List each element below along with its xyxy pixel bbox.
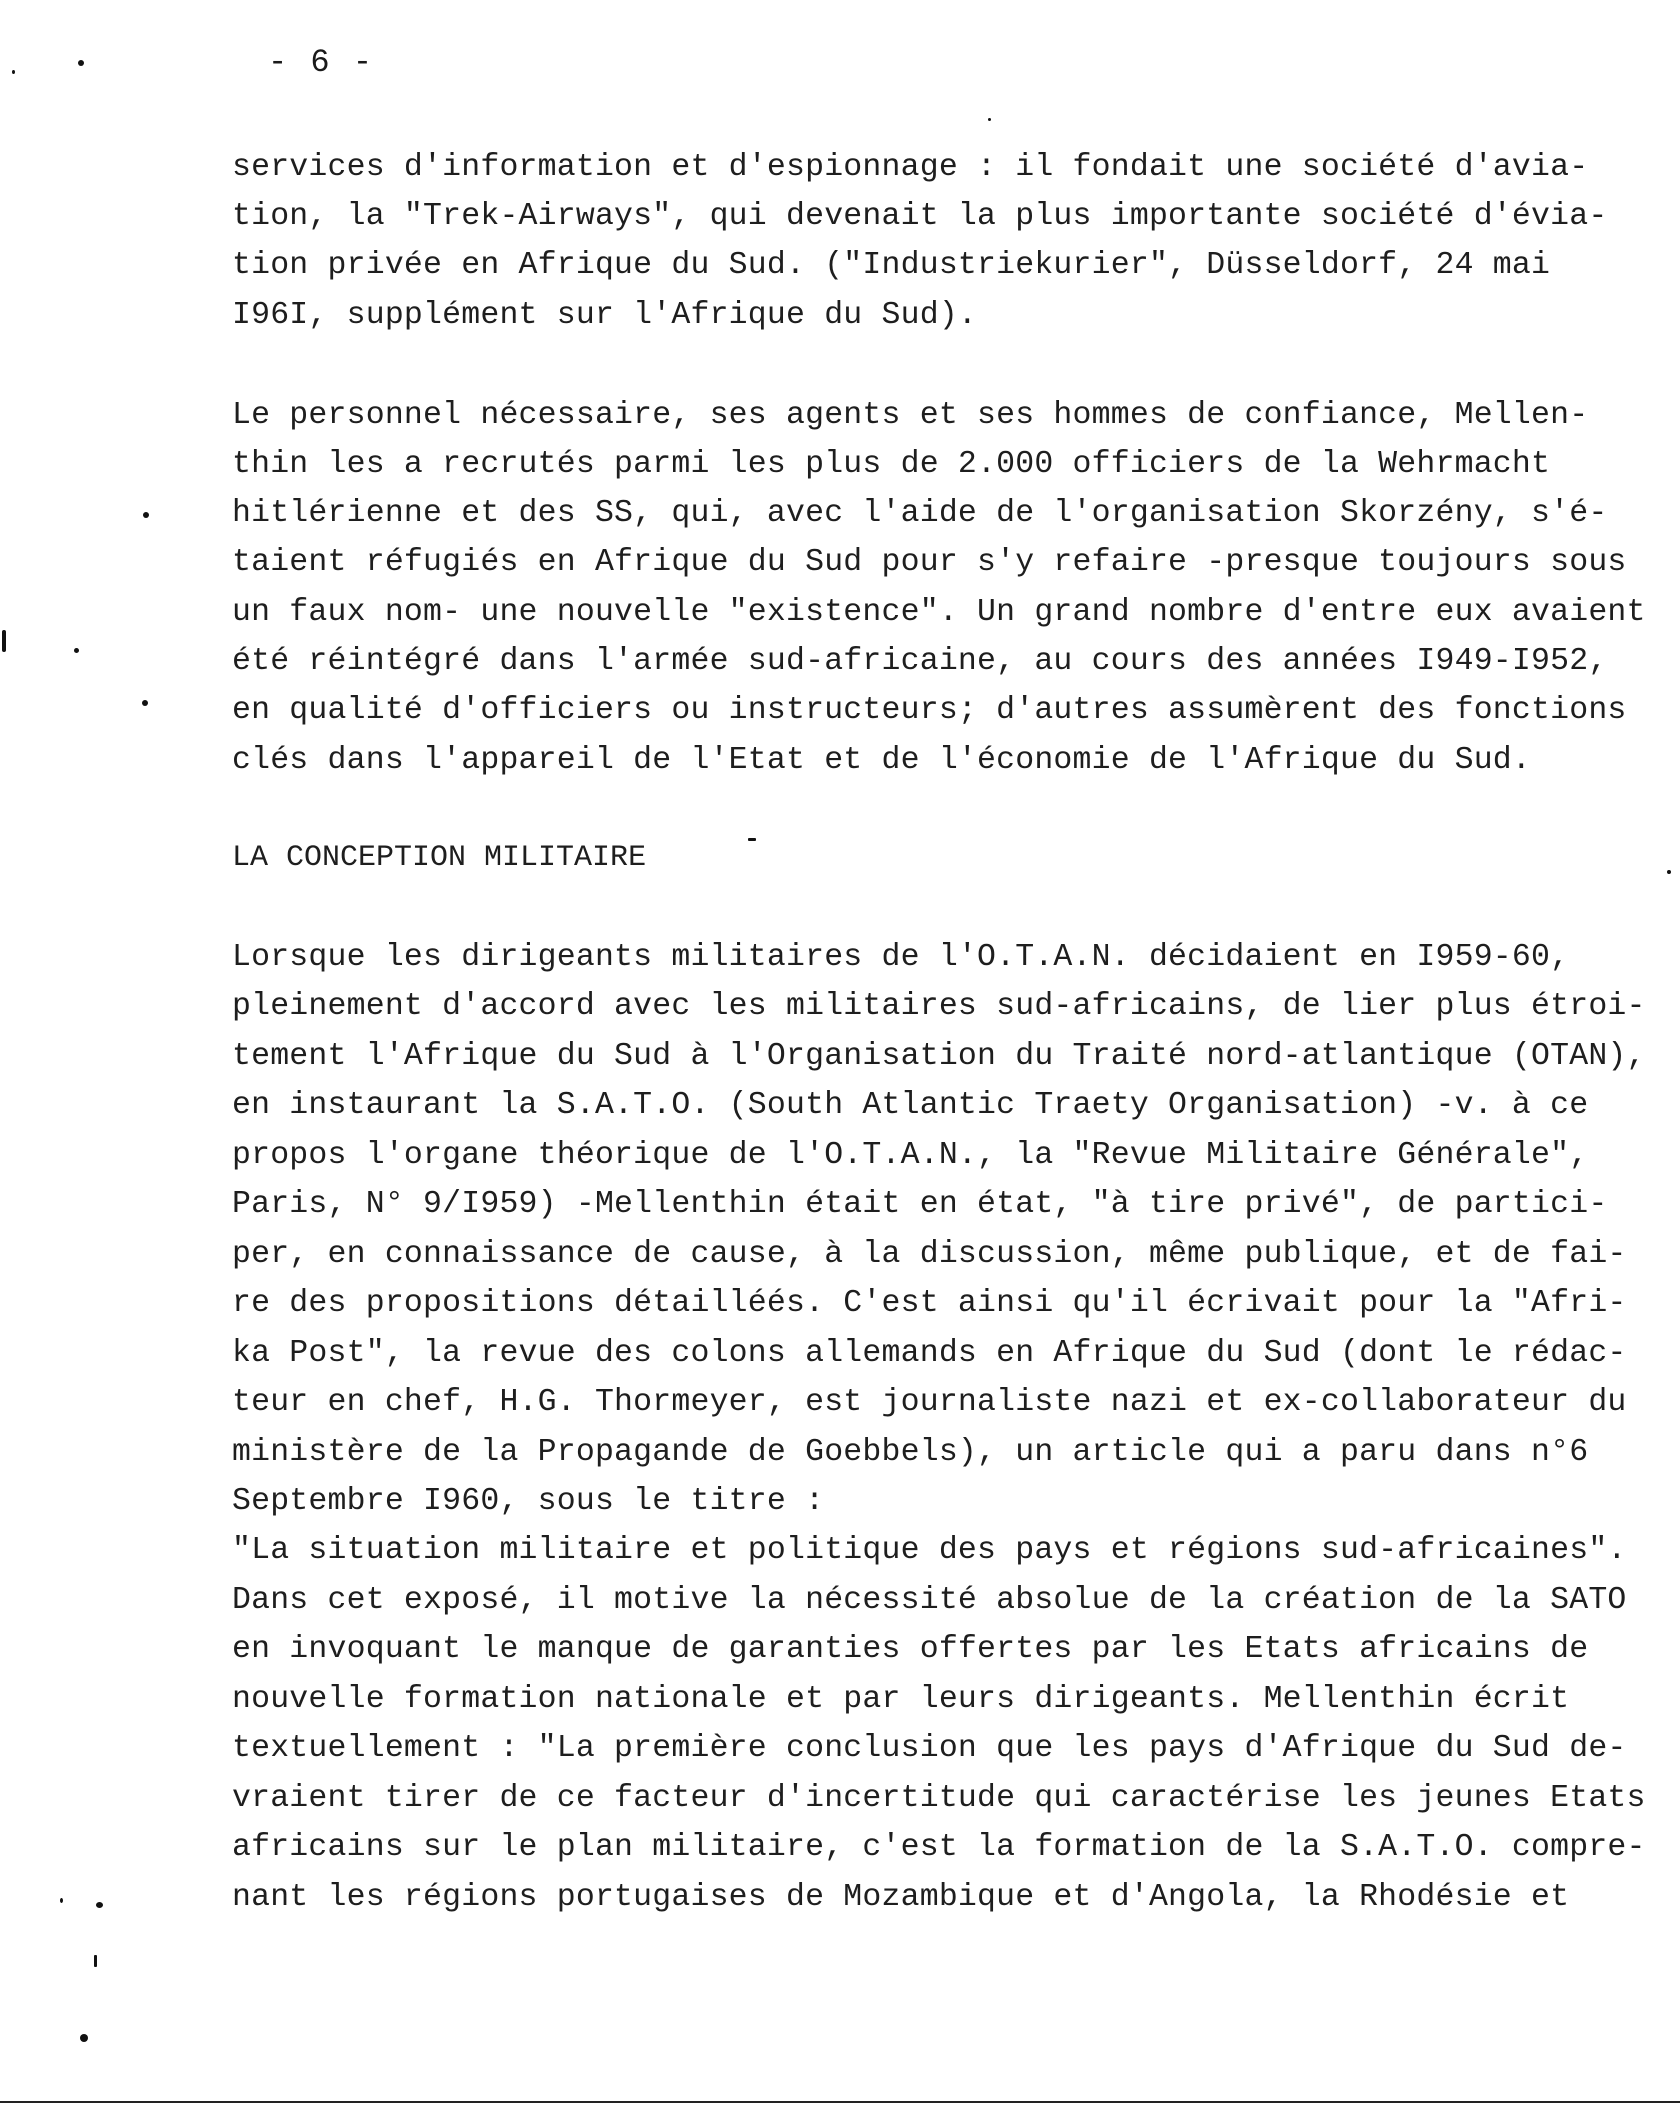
section-heading: LA CONCEPTION MILITAIRE	[232, 841, 647, 875]
scan-speck	[74, 648, 79, 653]
text-line: vraient tirer de ce facteur d'incertitude qui caractérise les jeunes Etats	[232, 1781, 1646, 1816]
scan-speck	[2, 630, 6, 652]
text-line: re des propositions détailléés. C'est ainsi qu'il écrivait pour la "Afri-	[232, 1286, 1627, 1321]
text-line: tion, la "Trek-Airways", qui devenait la plus importante société d'évia-	[232, 199, 1608, 234]
text-line: Lorsque les dirigeants militaires de l'O.T.A.N. décidaient en I959-60,	[232, 940, 1570, 975]
text-line: "La situation militaire et politique des pays et régions sud-africaines".	[232, 1533, 1627, 1568]
text-line: pleinement d'accord avec les militaires sud-africains, de lier plus étroi-	[232, 989, 1646, 1024]
text-line: thin les a recrutés parmi les plus de 2.000 officiers de la Wehrmacht	[232, 447, 1551, 482]
text-line: en instaurant la S.A.T.O. (South Atlantic Traety Organisation) -v. à ce	[232, 1088, 1589, 1123]
text-line: été réintégré dans l'armée sud-africaine, au cours des années I949-I952,	[232, 644, 1608, 679]
text-line: Dans cet exposé, il motive la nécessité absolue de la création de la SATO	[232, 1583, 1627, 1618]
text-line: propos l'organe théorique de l'O.T.A.N., la "Revue Militaire Générale",	[232, 1138, 1589, 1173]
text-line: clés dans l'appareil de l'Etat et de l'économie de l'Afrique du Sud.	[232, 743, 1532, 778]
text-line: Paris, N° 9/I959) -Mellenthin était en état, "à tire privé", de partici-	[232, 1187, 1608, 1222]
text-line: textuellement : "La première conclusion que les pays d'Afrique du Sud de-	[232, 1731, 1627, 1766]
text-line: teur en chef, H.G. Thormeyer, est journaliste nazi et ex-collaborateur du	[232, 1385, 1627, 1420]
scan-speck	[142, 700, 148, 706]
scan-speck	[143, 512, 149, 518]
scan-speck	[748, 838, 756, 841]
text-line: I96I, supplément sur l'Afrique du Sud).	[232, 298, 978, 333]
text-line: nant les régions portugaises de Mozambique et d'Angola, la Rhodésie et	[232, 1880, 1570, 1915]
scan-speck	[988, 118, 991, 121]
text-line: tion privée en Afrique du Sud. ("Industriekurier", Düsseldorf, 24 mai	[232, 248, 1551, 283]
scan-speck	[96, 1902, 103, 1908]
text-line: hitlérienne et des SS, qui, avec l'aide de l'organisation Skorzény, s'é-	[232, 496, 1608, 531]
text-line: taient réfugiés en Afrique du Sud pour s'y refaire -presque toujours sous	[232, 545, 1627, 580]
scan-speck	[60, 1898, 63, 1903]
scan-speck	[12, 70, 15, 74]
text-line: en invoquant le manque de garanties offertes par les Etats africains de	[232, 1632, 1589, 1667]
text-line: africains sur le plan militaire, c'est la formation de la S.A.T.O. compre-	[232, 1830, 1646, 1865]
text-line: en qualité d'officiers ou instructeurs; d'autres assumèrent des fonctions	[232, 693, 1627, 728]
scan-speck	[80, 2034, 88, 2042]
scan-speck	[78, 60, 84, 66]
text-line: tement l'Afrique du Sud à l'Organisation du Traité nord-atlantique (OTAN),	[232, 1039, 1646, 1074]
page-bottom-edge	[0, 2101, 1680, 2103]
text-line: nouvelle formation nationale et par leurs dirigeants. Mellenthin écrit	[232, 1682, 1570, 1717]
text-line: per, en connaissance de cause, à la discussion, même publique, et de fai-	[232, 1237, 1627, 1272]
scan-speck	[94, 1955, 97, 1967]
text-line: ka Post", la revue des colons allemands en Afrique du Sud (dont le rédac-	[232, 1336, 1627, 1371]
text-line: Septembre I960, sous le titre :	[232, 1484, 825, 1519]
text-line: services d'information et d'espionnage : il fondait une société d'avia-	[232, 150, 1589, 185]
text-line: un faux nom- une nouvelle "existence". Un grand nombre d'entre eux avaient	[232, 595, 1646, 630]
text-line: ministère de la Propagande de Goebbels), un article qui a paru dans n°6	[232, 1435, 1589, 1470]
scan-speck	[1667, 870, 1671, 874]
text-line: Le personnel nécessaire, ses agents et ses hommes de confiance, Mellen-	[232, 398, 1589, 433]
page-number: - 6 -	[268, 44, 375, 81]
